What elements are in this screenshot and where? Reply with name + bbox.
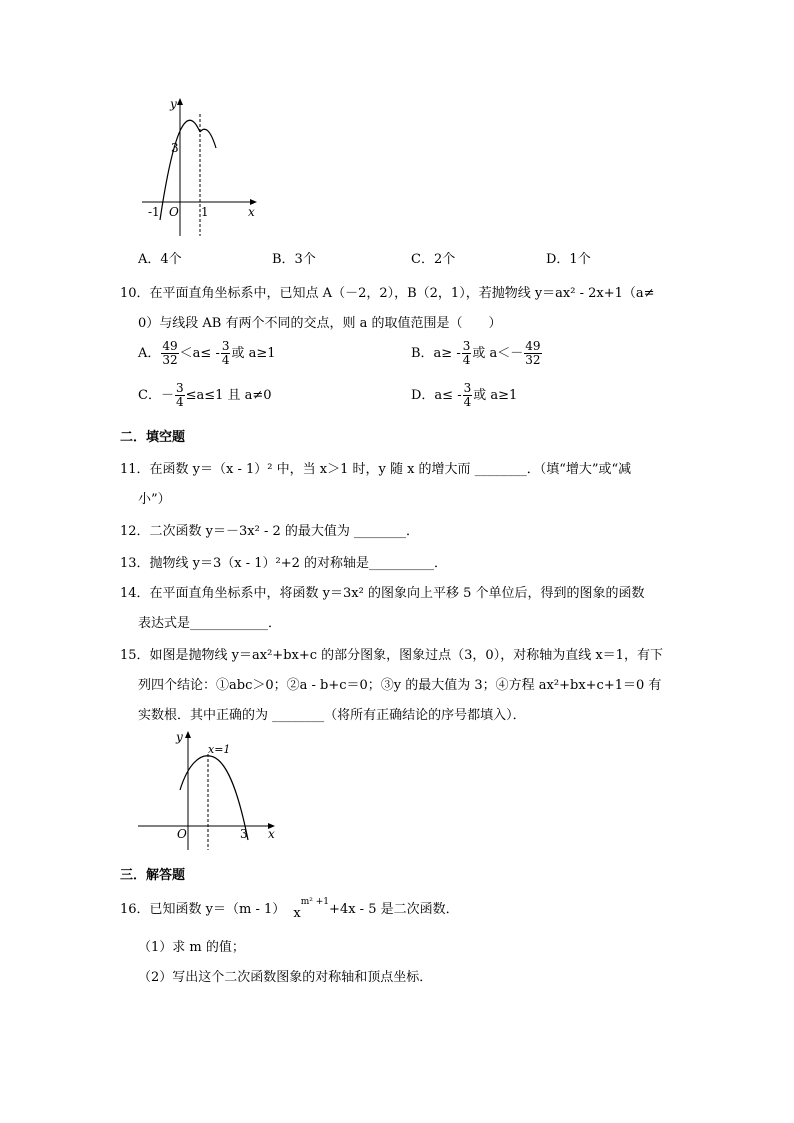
q10-a-f1-den: 32 [162,353,178,367]
graph-2-parabola [180,756,248,840]
q10-option-a-tail: 或 a≥1 [231,346,276,361]
q10-option-a-fraction-2 [221,340,231,367]
q10-a-f2-num: 3 [221,339,230,353]
q10-option-b-fraction-1 [462,340,472,367]
q9-option-c: C．2个 [411,252,456,267]
q9-option-d: D．1个 [546,252,591,267]
q10-c-f-den: 4 [175,395,184,409]
q10-option-a-mid: ＜a≤ - [179,346,220,361]
q10-c-f-num: 3 [175,381,184,395]
q10-option-b-mid: 或 a＜－ [472,346,524,361]
graph-1-origin: O [169,205,179,219]
q16-base: x [293,906,301,921]
graph-2-origin: O [177,827,187,841]
q10-b-f1-den: 4 [462,353,471,367]
q9-option-a: A．4个 [138,252,182,267]
graph-1-tick-1: 1 [201,205,209,219]
q15-line-3: 实数根．其中正确的为 ________（将所有正确结论的序号都填入）． [138,708,526,723]
q10-option-c-fraction [175,382,185,409]
q10-option-c-tail: ≤a≤1 且 a≠0 [185,388,272,403]
q10-option-a-prefix: A． [138,346,161,361]
q16-sub-1: （1）求 m 的值； [138,940,245,955]
graph-2 [134,728,284,854]
q10-b-f2-num: 49 [525,339,541,353]
q16-exponent: m² +1 [300,896,330,907]
q14-line-2: 表达式是____________． [138,616,282,631]
q10-d-f-den: 4 [463,395,472,409]
graph-2-y-label: y [176,730,183,744]
q16-sub-2: （2）写出这个二次函数图象的对称轴和顶点坐标． [138,970,433,985]
q10-b-f2-den: 32 [525,353,541,367]
q15-line-2: 列四个结论：①abc＞0；②a - b+c＝0；③y 的最大值为 3；④方程 ax²+bx+c+1＝0 有 [138,678,662,693]
graph-1 [140,96,264,242]
q12: 12．二次函数 y＝－3x² - 2 的最大值为 ________． [120,524,420,539]
q10-option-d-prefix: D．a≤ - [411,388,462,403]
graph-2-tick-3: 3 [240,827,248,841]
q16-suffix: +4x - 5 是二次函数． [329,902,459,917]
q16-prefix: 16．已知函数 y＝（m - 1） [120,902,286,917]
q10-line-1: 10．在平面直角坐标系中，已知点 A（－2，2），B（2，1），若抛物线 y＝ax² - 2x+1（a≠ [120,286,655,301]
graph-2-y-arrow [185,731,191,738]
q10-option-a-fraction-1 [161,340,178,367]
q11-line-2: 小”） [138,492,171,507]
q10-option-c [138,382,272,409]
q14-line-1: 14．在平面直角坐标系中，将函数 y＝3x² 的图象向上平移 5 个单位后，得到的图象的函数 [120,586,645,601]
q10-option-b [411,340,543,367]
section-2-heading: 二．填空题 [120,430,186,445]
section-3-heading: 三．解答题 [120,868,186,883]
q10-a-f1-num: 49 [162,339,178,353]
q13: 13．抛物线 y＝3（x - 1）²+2 的对称轴是__________． [120,556,448,571]
q10-line-2: 0）与线段 AB 有两个不同的交点，则 a 的取值范围是（ ） [138,316,502,331]
graph-1-tick-3: 3 [171,141,179,155]
q15-line-1: 15．如图是抛物线 y＝ax²+bx+c 的部分图象，图象过点（3，0），对称轴为直线 x＝1，有下 [120,648,663,663]
q9-option-b: B．3个 [272,252,316,267]
graph-2-symmetry-label: x=1 [208,743,231,756]
q10-option-b-fraction-2 [524,340,541,367]
graph-2-x-label: x [268,827,275,841]
q11-line-1: 11．在函数 y＝（x - 1）² 中，当 x＞1 时，y 随 x 的增大而 ________．（填“增大”或“减 [120,462,632,477]
graph-1-y-arrow [177,98,183,105]
graph-1-y-label: y [170,97,177,111]
q10-option-b-prefix: B．a≥ - [411,346,461,361]
graph-1-tick-neg1: -1 [148,205,160,219]
q10-option-d-tail: 或 a≥1 [473,388,518,403]
graph-1-x-label: x [248,205,255,219]
q10-option-d-fraction [463,382,473,409]
q10-option-a [138,340,276,367]
q10-a-f2-den: 4 [221,353,230,367]
q10-b-f1-num: 3 [462,339,471,353]
q10-d-f-num: 3 [463,381,472,395]
q10-option-d [411,382,517,409]
q16 [120,896,459,921]
q10-option-c-prefix: C．－ [138,388,174,403]
